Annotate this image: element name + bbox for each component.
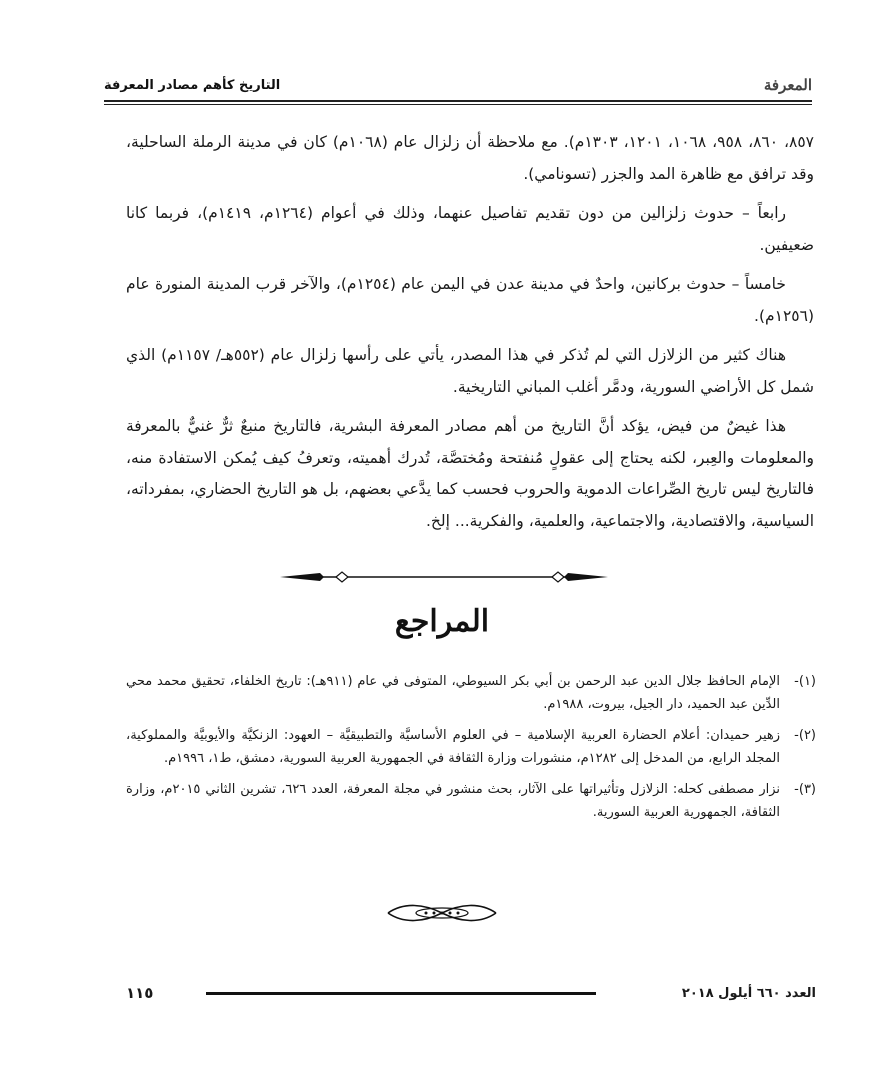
paragraph: هناك كثير من الزلازل التي لم تُذكر في هذا المصدر، يأتي على رأسها زلزال عام (٥٥٢هـ/ ١١٥٧م) الذي شمل كل الأراضي السورية، ودمَّر أغلب المباني التاريخية. [126, 346, 814, 396]
reference-text: الإمام الحافظ جلال الدين عبد الرحمن بن أبي بكر السيوطي، المتوفى في عام (٩١١هـ): تاريخ الخلفاء، تحقيق محمد محي الدِّين عبد الحميد، دار الجيل، بيروت، ١٩٨٨م. [126, 674, 780, 712]
page-header [104, 74, 812, 102]
running-title: التاريخ كأهم مصادر المعرفة [104, 78, 281, 93]
footer-rule [206, 992, 596, 995]
journal-logo: المعرفة [763, 76, 812, 94]
paragraph: خامساً – حدوث بركانين، واحدٌ في مدينة عدن في اليمن عام (١٢٥٤م)، والآخر قرب المدينة المنورة عام (١٢٥٦م). [126, 275, 814, 325]
paragraph: ٨٥٧، ٨٦٠، ٩٥٨، ١٠٦٨، ١٢٠١، ١٣٠٣م). مع ملاحظة أن زلزال عام (١٠٦٨م) كان في مدينة الرملة الساحلية، وقد ترافق مع ظاهرة المد والجزر (تسونامي). [126, 133, 815, 183]
references-heading: المراجع [394, 604, 490, 639]
issue-info: العدد ٦٦٠ أيلول ٢٠١٨ [681, 986, 816, 1001]
reference-number: (٢)- [794, 728, 816, 743]
reference-item [126, 778, 816, 824]
page-number: ١١٥ [126, 984, 154, 1002]
header-rule-thin [104, 104, 812, 105]
reference-text: نزار مصطفى كحله: الزلازل وتأثيراتها على الآثار، بحث منشور في مجلة المعرفة، العدد ٦٢٦، تشرين الثاني ٢٠١٥م، وزارة الثقافة، الجمهورية العربية السورية. [126, 782, 781, 820]
reference-text: زهير حميدان: أعلام الحضارة العربية الإسلامية – في العلوم الأساسيَّة والتطبيقيَّة – العهود: الزنكيَّة والأيوبيَّة والمملوكية، المجلد الرابع، من المدخل إلى ١٢٨٢م، منشورات وزارة الثقافة في الجمهورية العربية السورية، دمشق، ط١، ١٩٩٦م. [126, 728, 780, 766]
article-body [126, 127, 814, 545]
references-list [126, 670, 816, 832]
header-rule [104, 100, 812, 102]
section-divider-ornament [280, 569, 608, 585]
reference-number: (٣)- [794, 782, 816, 797]
paragraph: هذا غيضٌ من فيض، يؤكد أنَّ التاريخ من أهم مصادر المعرفة البشرية، فالتاريخ منبعٌ ثرٌّ غنيٌّ بالمعرفة والمعلومات والعِبر، لكنه يحتاج إلى عقولٍ مُنفتحة ومُختصَّة، تُدرك أهميته، وتعرفُ كيف يُمكن الاستفادة منه، فالتاريخ ليس تاريخ الصِّراعات الدموية والحروب فحسب كما يدَّعي بعضهم، بل هو التاريخ الحضاري، بمفرداته، السياسية، والاقتصادية، والاجتماعية، والعلمية، والفكرية... إلخ. [126, 417, 814, 530]
paragraph: رابعاً – حدوث زلزالين من دون تقديم تفاصيل عنهما، وذلك في أعوام (١٢٦٤م، ١٤١٩م)، فربما كانا ضعيفين. [126, 204, 814, 254]
reference-number: (١)- [794, 674, 816, 689]
reference-item [126, 724, 816, 770]
reference-item [126, 670, 816, 716]
closing-ornament [384, 900, 500, 926]
